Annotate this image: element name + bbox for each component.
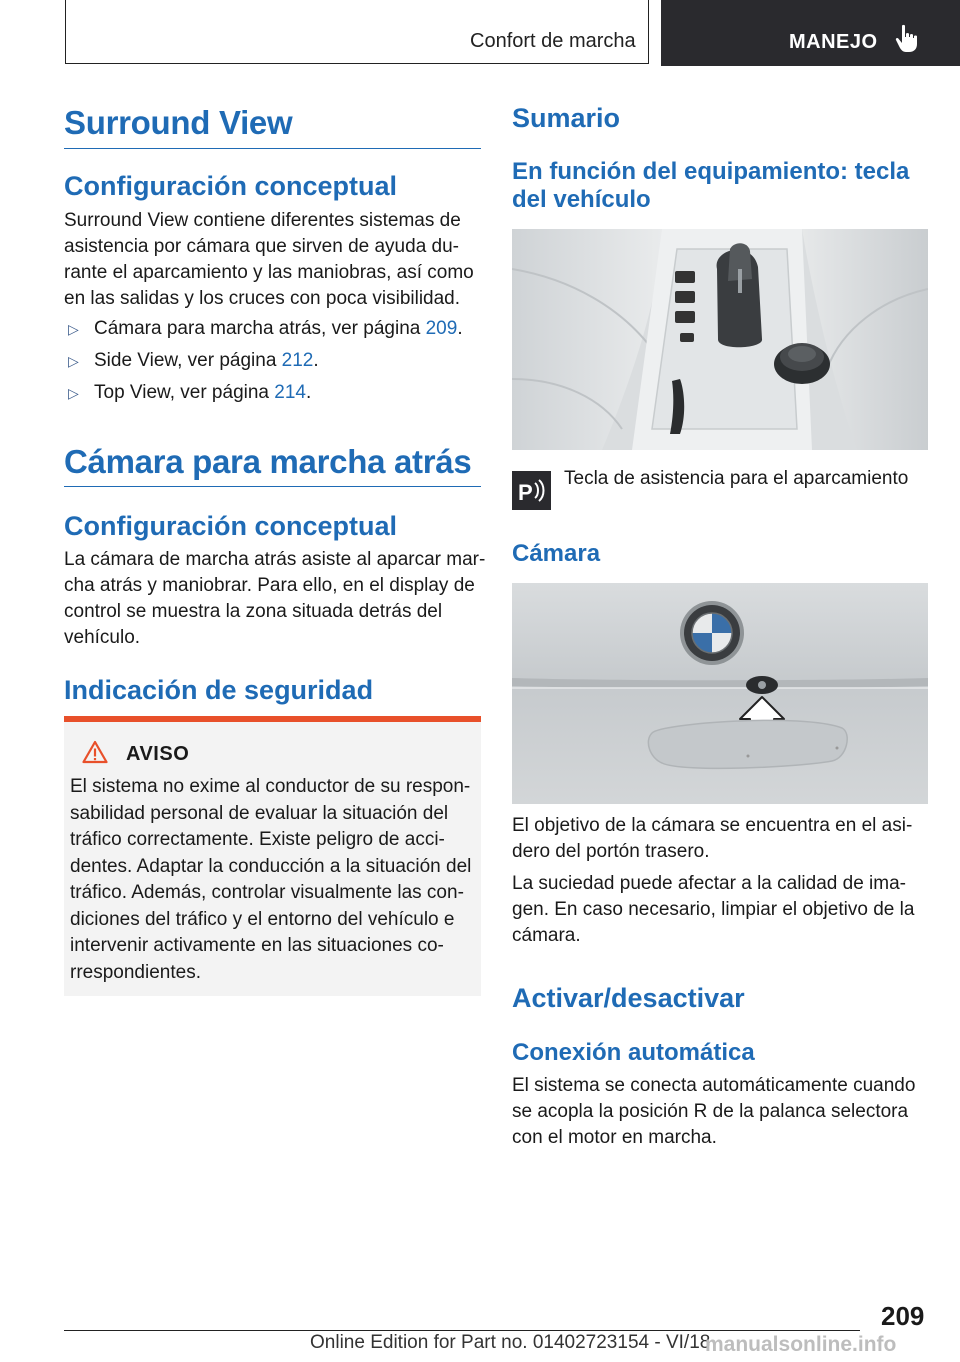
paragraph-camera-intro [64,547,484,651]
text-line: tráfico. Además, controlar visualmente las con‐ [70,882,464,903]
parking-assist-icon [512,471,551,510]
warning-text [70,774,471,986]
center-console-image [512,229,928,450]
text-line: La cámara de marcha atrás asiste al aparcar mar‐ [64,549,486,570]
heading-camara: Cámara [512,540,601,567]
warning-box [64,722,481,996]
text-line: vehículo. [64,627,141,648]
list-item: ▷ Side View, ver página 212. [68,350,319,371]
page-link-214[interactable]: 214 [274,382,306,403]
svg-text:P: P [518,480,533,505]
text-line: rrespondientes. [70,961,201,983]
text-line: El sistema no exime al conductor de su respon‐ [70,776,471,797]
text-line: cámara. [512,925,581,946]
text-line: El objetivo de la cámara se encuentra en el asi‐ [512,815,913,836]
text-line: La suciedad puede afectar a la calidad de ima‐ [512,873,906,894]
paragraph-automatic-connection [512,1073,928,1151]
footer-watermark: manualsonline.info [705,1333,897,1356]
heading-line: del vehículo [512,186,651,213]
heading-indicacion-seguridad: Indicación de seguridad [64,675,374,705]
text-line: Surround View contiene diferentes sistemas de [64,210,461,231]
heading-equipamiento [512,158,909,214]
page-link-209[interactable]: 209 [425,318,458,339]
text-line: sabilidad personal de evaluar la situación del [70,802,449,824]
text-line: dentes. Adaptar la conducción a la situación del [70,855,472,877]
header-bottom-border [65,63,649,64]
heading-sumario: Sumario [512,103,621,133]
text-line: diciones del tráfico y el entorno del vehículo e [70,908,455,930]
heading-camara-marcha-atras: Cámara para marcha atrás [64,443,472,480]
tailgate-camera-image [512,583,928,804]
heading-conexion-automatica: Conexión automática [512,1039,755,1066]
list-item: ▷ Top View, ver página 214. [68,382,312,403]
header-left-border [65,0,66,64]
paragraph-dirt-warning [512,871,928,949]
text-line: tráfico correctamente. Existe peligro de acci‐ [70,829,445,850]
text-line: rante el aparcamiento y las maniobras, así como [64,262,474,283]
triangle-bullet-icon: ▷ [68,353,79,369]
heading-configuracion-2: Configuración conceptual [64,511,398,541]
text-line: cha atrás y maniobrar. Para ello, en el display de [64,575,475,596]
text-line: asistencia por cámara que sirven de ayuda du‐ [64,236,460,257]
hand-pointer-icon [894,24,920,54]
text-line: se acopla la posición R de la palanca selectora [512,1101,909,1122]
header-section-title: Confort de marcha [470,30,636,52]
warning-triangle-icon [82,740,108,764]
text-line: en las salidas y los cruces con poca visibilidad. [64,288,461,309]
heading-configuracion-1: Configuración conceptual [64,171,398,201]
heading-rule [64,148,481,149]
header-chapter-tab[interactable] [661,0,960,66]
list-item: ▷ Cámara para marcha atrás, ver página 209. [68,318,463,339]
header-divider [648,0,649,64]
caption-parking-button: Tecla de asistencia para el aparcamiento [564,468,909,489]
heading-activar-desactivar: Activar/desactivar [512,983,745,1013]
heading-line: En función del equipamiento: tecla [512,158,910,185]
page-link-212[interactable]: 212 [281,350,314,371]
paragraph-surround-intro [64,208,484,312]
page-number: 209 [881,1301,925,1331]
triangle-bullet-icon: ▷ [68,321,79,337]
text-line: intervenir activamente en las situaciones co‐ [70,935,444,956]
paragraph-lens-location [512,813,928,865]
triangle-bullet-icon: ▷ [68,385,79,401]
text-line: gen. En caso necesario, limpiar el objetivo de la [512,899,915,920]
footer-rule [64,1330,860,1331]
text-line: control se muestra la zona situada detrás del [64,601,443,622]
warning-title: AVISO [126,743,190,765]
footer-edition: Online Edition for Part no. 01402723154 - VI/18 [310,1332,711,1353]
text-line: dero del portón trasero. [512,841,710,862]
text-line: El sistema se conecta automáticamente cuando [512,1075,916,1096]
heading-rule [64,486,481,487]
heading-surround-view: Surround View [64,104,293,141]
chapter-tab-label: MANEJO [789,31,878,53]
text-line: con el motor en marcha. [512,1127,717,1148]
